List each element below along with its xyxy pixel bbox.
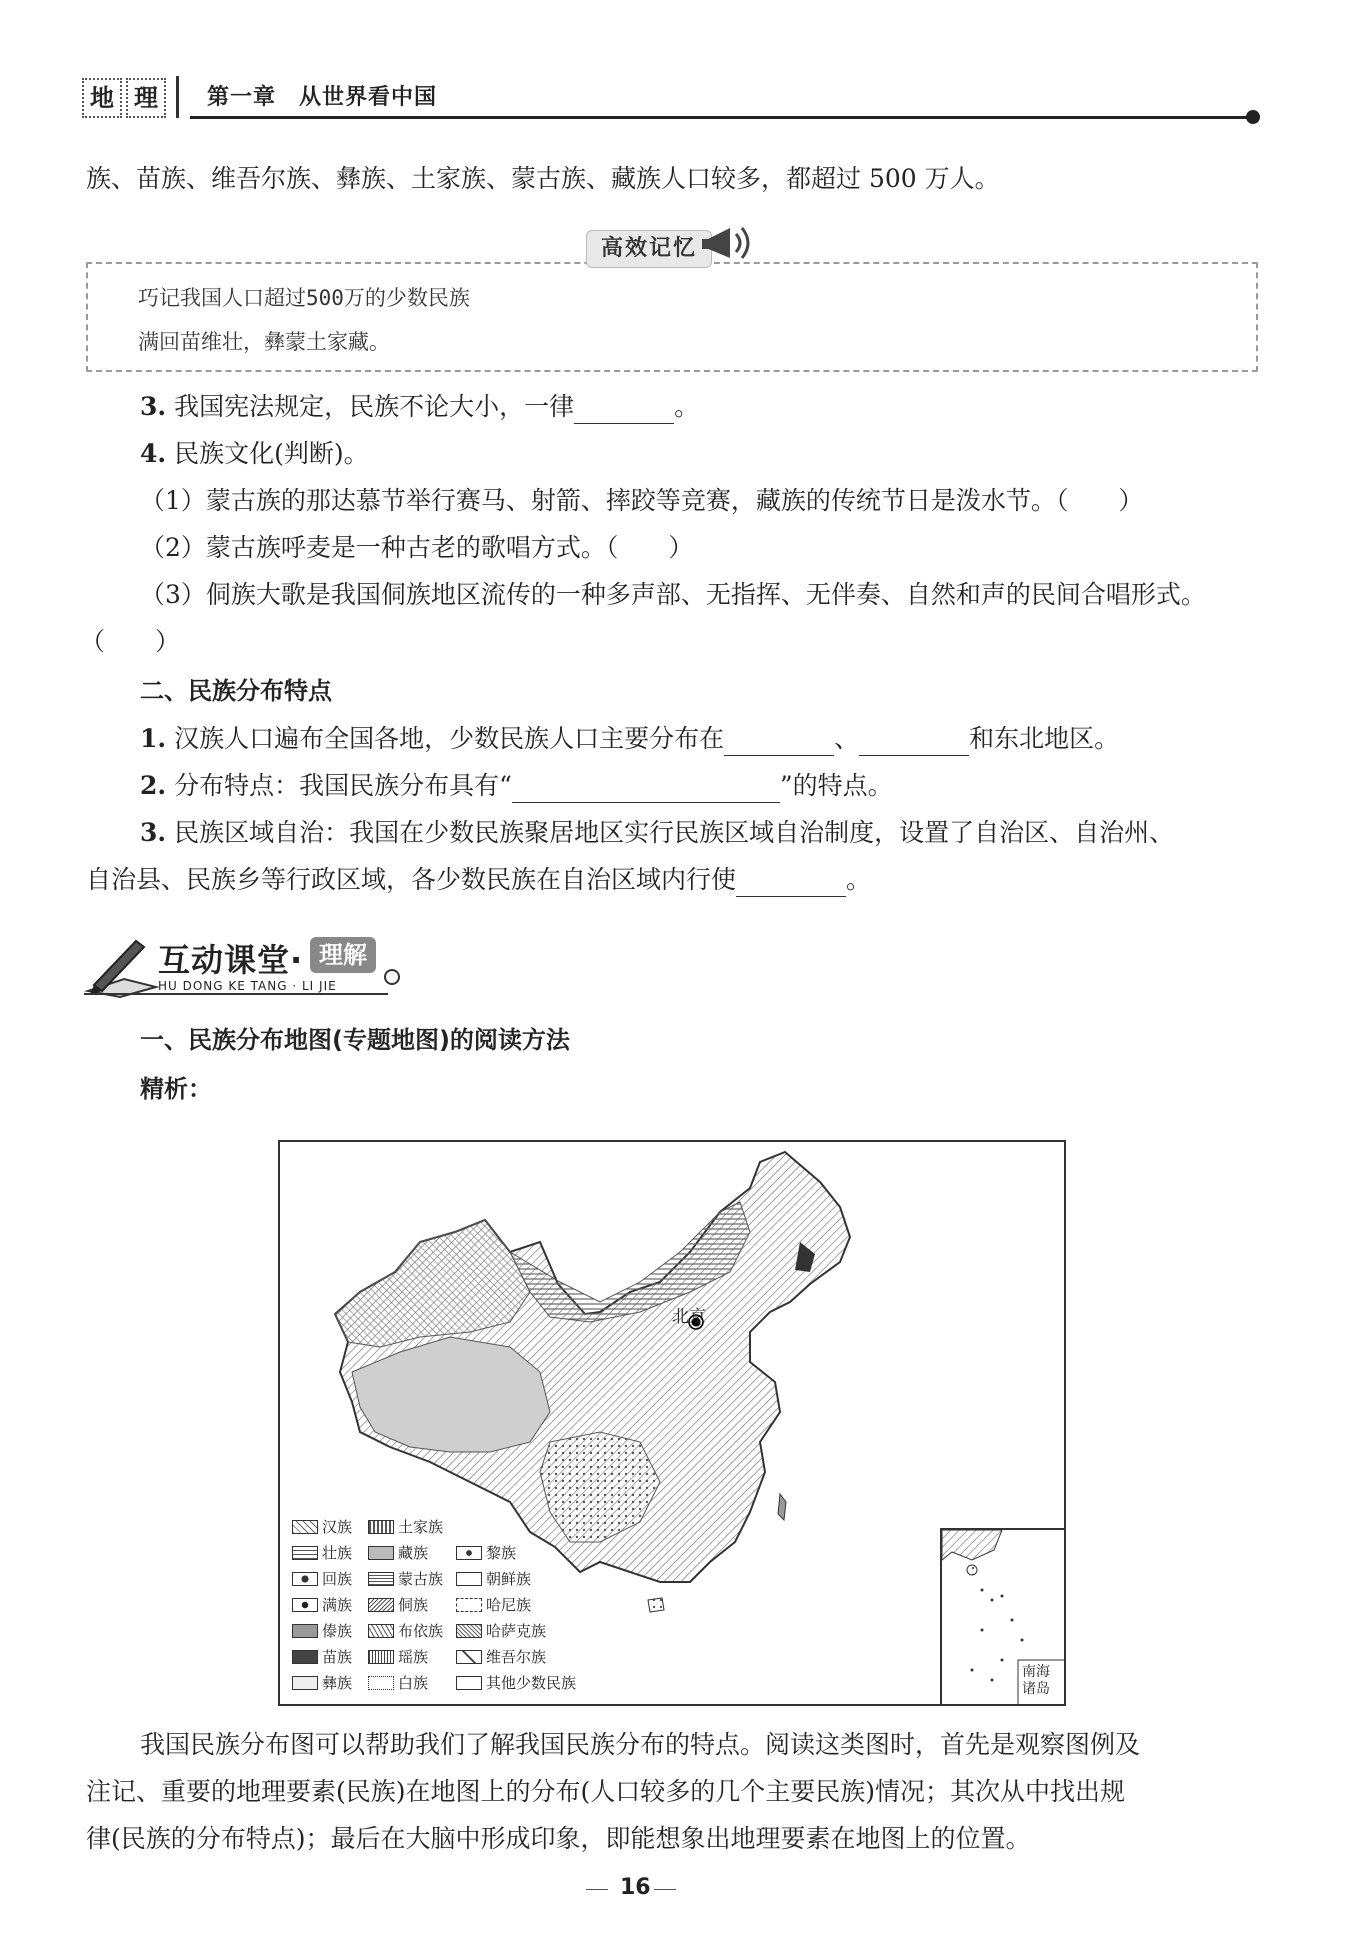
question-3: [140, 390, 699, 424]
legend-item: [292, 1542, 352, 1563]
inset-label: 南海诸岛: [1022, 1664, 1050, 1697]
banner-rule-dot: [384, 969, 400, 985]
legend-swatch: [368, 1650, 394, 1664]
legend-item: [456, 1594, 531, 1615]
legend-label: 哈尼族: [486, 1596, 532, 1614]
legend-label: 蒙古族: [398, 1570, 444, 1588]
banner-dot: ·: [290, 941, 304, 979]
legend-label: 回族: [322, 1570, 353, 1588]
section-2-title: 二、民族分布特点: [140, 677, 332, 705]
page-number: 16: [620, 1875, 651, 1900]
legend-item: [456, 1568, 531, 1589]
pen-book-icon: [84, 935, 160, 999]
header-rule-dot: [1246, 110, 1260, 124]
question-text: 民族文化(判断)。: [174, 439, 369, 468]
answer-blank[interactable]: [574, 399, 674, 424]
legend-swatch: [292, 1520, 318, 1534]
megaphone-icon: [700, 220, 760, 266]
legend-label: 黎族: [486, 1544, 517, 1562]
legend-item: [292, 1620, 352, 1641]
legend-swatch: [456, 1546, 482, 1560]
beijing-label: 北京: [672, 1307, 706, 1327]
legend-item: [292, 1594, 352, 1615]
legend-item: [368, 1646, 428, 1667]
section2-question-2: [140, 769, 893, 803]
legend-swatch: [292, 1572, 318, 1586]
legend-label: 傣族: [322, 1622, 353, 1640]
question-text: 分布特点：我国民族分布具有“: [174, 771, 512, 800]
legend-label: 侗族: [398, 1596, 429, 1614]
subject-char: 理: [126, 78, 166, 118]
legend-label: 白族: [398, 1674, 429, 1692]
legend-swatch: [368, 1624, 394, 1638]
question-number: 4.: [140, 439, 167, 468]
question-text: 我国宪法规定，民族不论大小，一律: [174, 392, 575, 421]
legend-item: [368, 1594, 428, 1615]
legend-swatch: [368, 1546, 394, 1560]
question-number: 3.: [140, 818, 167, 847]
legend-item: [368, 1542, 428, 1563]
legend-swatch: [368, 1520, 394, 1534]
legend-label: 布依族: [398, 1622, 444, 1640]
legend-swatch: [368, 1598, 394, 1612]
judgement-item-3[interactable]: （3）侗族大歌是我国侗族地区流传的一种多声部、无指挥、无伴奏、自然和声的民间合唱形式。: [140, 580, 1206, 609]
legend-label: 汉族: [322, 1518, 353, 1536]
legend-swatch: [456, 1572, 482, 1586]
legend-label: 哈萨克族: [486, 1622, 547, 1640]
legend-swatch: [456, 1598, 482, 1612]
question-number: 1.: [140, 724, 167, 753]
legend-item: [456, 1620, 546, 1641]
legend-swatch: [292, 1598, 318, 1612]
paragraph-line: 我国民族分布图可以帮助我们了解我国民族分布的特点。阅读这类图时，首先是观察图例及: [140, 1730, 1141, 1759]
legend-label: 土家族: [398, 1518, 444, 1536]
subject-char: 地: [82, 78, 122, 118]
legend-item: [456, 1672, 576, 1693]
question-text: 汉族人口遍布全国各地，少数民族人口主要分布在: [174, 724, 725, 753]
legend-item: [368, 1516, 443, 1537]
question-number: 3.: [140, 392, 167, 421]
question-text: ”的特点。: [779, 771, 893, 800]
analysis-label: 精析：: [140, 1075, 212, 1103]
legend-label: 瑶族: [398, 1648, 429, 1666]
answer-blank[interactable]: [736, 872, 846, 897]
interactive-classroom-banner: [84, 935, 404, 1003]
legend-swatch: [292, 1676, 318, 1690]
subject-label: [82, 78, 166, 118]
legend-swatch: [292, 1650, 318, 1664]
section2-question-3-cont: [86, 863, 871, 897]
header-rule: [190, 116, 1250, 119]
legend-item: [456, 1646, 546, 1667]
judgement-item-2[interactable]: （2）蒙古族呼麦是一种古老的歌唱方式。（ ）: [140, 533, 694, 562]
legend-label: 苗族: [322, 1648, 353, 1666]
legend-item: [368, 1672, 428, 1693]
question-text: 和东北地区。: [969, 724, 1120, 753]
legend-label: 藏族: [398, 1544, 429, 1562]
legend-label: 彝族: [322, 1674, 353, 1692]
legend-item: [292, 1646, 352, 1667]
legend-swatch: [456, 1650, 482, 1664]
answer-blank[interactable]: [512, 778, 780, 803]
legend-swatch: [368, 1676, 394, 1690]
ethnic-distribution-map: [278, 1140, 1066, 1706]
legend-swatch: [292, 1546, 318, 1560]
legend-swatch: [456, 1624, 482, 1638]
legend-swatch: [368, 1572, 394, 1586]
banner-title: [158, 935, 303, 981]
page-number-dash: [586, 1889, 608, 1890]
legend-item: [292, 1568, 352, 1589]
paragraph-line: 律(民族的分布特点)；最后在大脑中形成印象，即能想象出地理要素在地图上的位置。: [86, 1824, 1031, 1853]
question-text: 、: [834, 724, 860, 753]
banner-pill: 理解: [310, 937, 376, 973]
page-number-dash: [654, 1889, 676, 1890]
judgement-item-1[interactable]: （1）蒙古族的那达慕节举行赛马、射箭、摔跤等竞赛，藏族的传统节日是泼水节。（ ）: [140, 486, 1144, 515]
legend-label: 朝鲜族: [486, 1570, 532, 1588]
south-china-sea-inset: [940, 1528, 1066, 1706]
legend-item: [368, 1620, 443, 1641]
section2-question-1: [140, 722, 1119, 756]
legend-swatch: [292, 1624, 318, 1638]
question-text: 自治县、民族乡等行政区域，各少数民族在自治区域内行使: [86, 865, 737, 894]
legend-label: 壮族: [322, 1544, 353, 1562]
chapter-title: 第一章 从世界看中国: [207, 84, 438, 110]
memory-line: 满回苗维壮，彝蒙土家藏。: [138, 330, 390, 354]
judgement-item-3-paren[interactable]: （ ）: [80, 627, 181, 656]
legend-swatch: [456, 1676, 482, 1690]
question-text: 民族区域自治：我国在少数民族聚居地区实行民族区域自治制度，设置了自治区、自治州、: [174, 818, 1175, 847]
reading-method-title: 一、民族分布地图(专题地图)的阅读方法: [140, 1026, 570, 1054]
banner-title-text: 互动课堂: [158, 941, 291, 979]
banner-rule: [84, 993, 388, 995]
question-text: 。: [674, 392, 700, 421]
legend-item: [456, 1542, 516, 1563]
answer-blank[interactable]: [724, 731, 834, 756]
question-number: 2.: [140, 771, 167, 800]
banner-subtitle: HU DONG KE TANG · LI JIE: [158, 979, 337, 993]
legend-item: [292, 1672, 352, 1693]
legend-item: [368, 1568, 443, 1589]
paragraph-line: 注记、重要的地理要素(民族)在地图上的分布(人口较多的几个主要民族)情况；其次从中找出规: [86, 1777, 1126, 1806]
header-divider: [176, 76, 179, 118]
question-4: [140, 437, 369, 471]
legend-label: 维吾尔族: [486, 1648, 547, 1666]
answer-blank[interactable]: [859, 731, 969, 756]
legend-label: 其他少数民族: [486, 1674, 577, 1692]
question-text: 。: [846, 865, 872, 894]
legend-label: 满族: [322, 1596, 353, 1614]
memory-tag: 高效记忆: [586, 230, 712, 268]
section2-question-3: [140, 816, 1174, 850]
memory-line: 巧记我国人口超过500万的少数民族: [138, 286, 470, 310]
intro-line: 族、苗族、维吾尔族、彝族、土家族、蒙古族、藏族人口较多，都超过 500 万人。: [86, 164, 1000, 193]
legend-item: [292, 1516, 352, 1537]
